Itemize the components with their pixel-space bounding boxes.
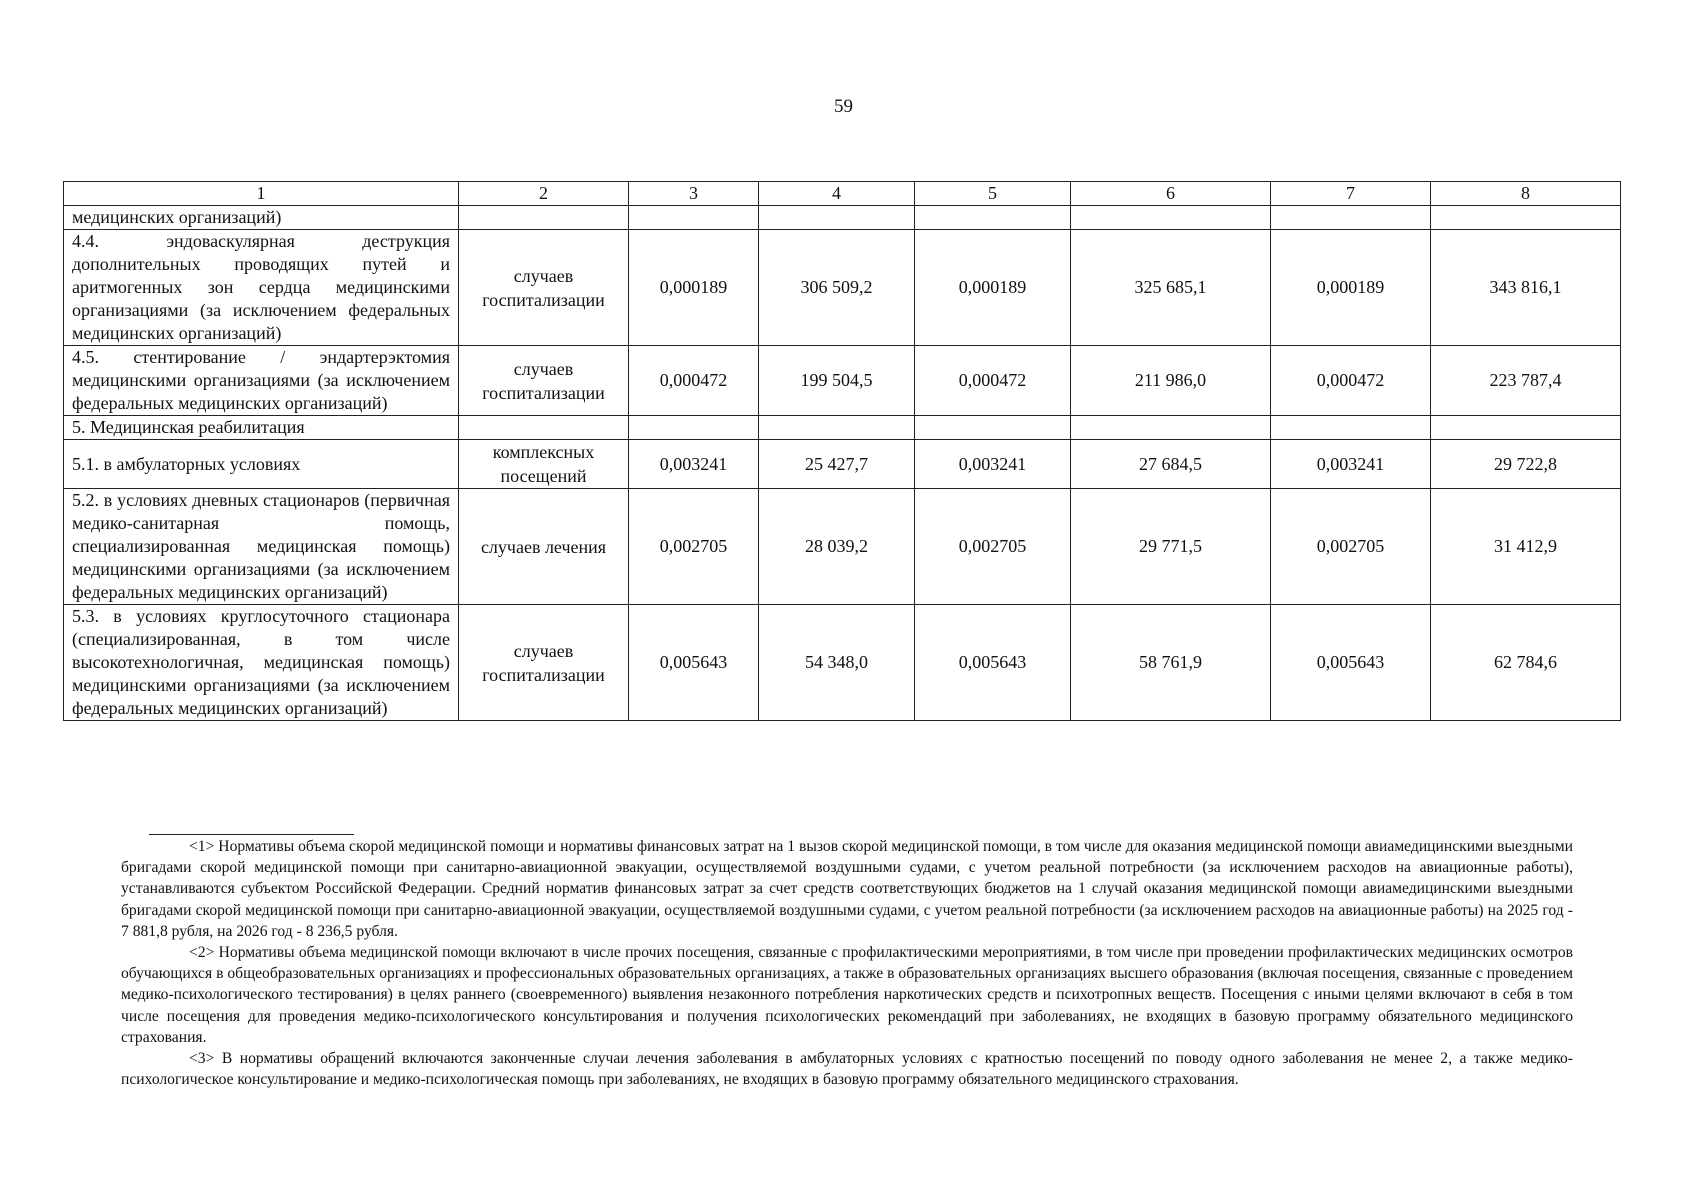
column-header: 3 — [629, 182, 759, 206]
cell-value — [759, 206, 915, 230]
cell-value — [1271, 416, 1431, 440]
cell-value: 0,002705 — [1271, 489, 1431, 605]
column-header: 8 — [1431, 182, 1621, 206]
cell-value — [1431, 206, 1621, 230]
cell-value: 0,005643 — [629, 605, 759, 721]
footnotes — [121, 836, 1573, 1090]
table-row — [64, 206, 1621, 230]
cell-value: 0,000189 — [915, 230, 1071, 346]
cell-value: 0,002705 — [629, 489, 759, 605]
row-name: медицинских организаций) — [64, 206, 459, 230]
cell-value — [759, 416, 915, 440]
cell-value: 199 504,5 — [759, 346, 915, 416]
footnote-3: <3> В нормативы обращений включаются законченные случаи лечения заболевания в амбулаторных условиях с кратностью посещений по поводу одного заболевания не менее 2, а также медико-психологическое консультирование и медико-психологическая помощь при заболеваниях, не входящих в базовую программу обязательного медицинского страхования. — [121, 1050, 1573, 1089]
cell-value: 0,002705 — [915, 489, 1071, 605]
row-name: 5.3. в условиях круглосуточного стационара (специализированная, в том числе высокотехнологичная, медицинская помощь) медицинскими организациями (за исключением федеральных медицинских организаций) — [64, 605, 459, 721]
column-header: 1 — [64, 182, 459, 206]
cell-value: 343 816,1 — [1431, 230, 1621, 346]
table-row — [64, 230, 1621, 346]
table-row — [64, 416, 1621, 440]
cell-value: 29 771,5 — [1071, 489, 1271, 605]
row-name: 4.5. стентирование / эндартерэктомия медицинскими организациями (за исключением федеральных медицинских организаций) — [64, 346, 459, 416]
cell-value: 54 348,0 — [759, 605, 915, 721]
column-header: 4 — [759, 182, 915, 206]
cell-value — [915, 206, 1071, 230]
header-row — [64, 182, 1621, 206]
table-row — [64, 346, 1621, 416]
cell-value: 29 722,8 — [1431, 440, 1621, 489]
row-name: 5.1. в амбулаторных условиях — [64, 440, 459, 489]
cell-value: 0,003241 — [915, 440, 1071, 489]
footnote-2: <2> Нормативы объема медицинской помощи включают в числе прочих посещения, связанные с профилактическими мероприятиями, в том числе при проведении профилактических медицинских осмотров обучающихся в общеобразовательных организациях и профессиональных образовательных организациях, а также в образовательных организациях высшего образования (включая посещения, связанные с проведением медико-психологического тестирования) в целях раннего (своевременного) выявления незаконного потребления наркотических средств и психотропных веществ. Посещения с иными целями включают в себя в том числе посещения для проведения медико-психологического консультирования и получения психологических рекомендаций при заболеваниях, не входящих в базовую программу обязательного медицинского страхования. — [121, 944, 1573, 1046]
cell-value: 0,000472 — [1271, 346, 1431, 416]
column-header: 7 — [1271, 182, 1431, 206]
cell-value — [1431, 416, 1621, 440]
cell-value — [629, 206, 759, 230]
cell-value: 62 784,6 — [1431, 605, 1621, 721]
row-unit — [459, 206, 629, 230]
column-header: 2 — [459, 182, 629, 206]
footnote-1: <1> Нормативы объема скорой медицинской помощи и нормативы финансовых затрат на 1 вызов скорой медицинской помощи, в том числе для оказания медицинской помощи авиамедицинскими выездными бригадами скорой медицинской помощи при санитарно-авиационной эвакуации, осуществляемой воздушными судами, с учетом реальной потребности (за исключением расходов на авиационные работы), устанавливаются субъектом Российской Федерации. Средний норматив финансовых затрат за счет средств соответствующих бюджетов на 1 случай оказания медицинской помощи авиамедицинскими выездными бригадами скорой медицинской помощи при санитарно-авиационной эвакуации, осуществляемой воздушными судами, с учетом реальной потребности (за исключением расходов на авиационные работы) на 2025 год - 7 881,8 рубля, на 2026 год - 8 236,5 рубля. — [121, 838, 1573, 940]
cell-value: 27 684,5 — [1071, 440, 1271, 489]
cell-value: 25 427,7 — [759, 440, 915, 489]
cell-value: 0,000189 — [1271, 230, 1431, 346]
cell-value — [1071, 206, 1271, 230]
cell-value — [915, 416, 1071, 440]
cell-value — [629, 416, 759, 440]
column-header: 5 — [915, 182, 1071, 206]
table-row — [64, 440, 1621, 489]
cell-value: 223 787,4 — [1431, 346, 1621, 416]
cell-value: 0,003241 — [1271, 440, 1431, 489]
cell-value: 325 685,1 — [1071, 230, 1271, 346]
row-unit: комплексных посещений — [459, 440, 629, 489]
page-number: 59 — [834, 96, 853, 117]
norms-table — [63, 181, 1621, 721]
cell-value: 31 412,9 — [1431, 489, 1621, 605]
row-unit: случаев госпитализации — [459, 605, 629, 721]
cell-value: 28 039,2 — [759, 489, 915, 605]
cell-value: 0,005643 — [915, 605, 1071, 721]
cell-value: 306 509,2 — [759, 230, 915, 346]
row-unit: случаев госпитализации — [459, 230, 629, 346]
row-name: 5. Медицинская реабилитация — [64, 416, 459, 440]
row-unit — [459, 416, 629, 440]
cell-value — [1271, 206, 1431, 230]
cell-value — [1071, 416, 1271, 440]
row-unit: случаев лечения — [459, 489, 629, 605]
row-unit: случаев госпитализации — [459, 346, 629, 416]
cell-value: 58 761,9 — [1071, 605, 1271, 721]
cell-value: 0,000472 — [629, 346, 759, 416]
cell-value: 0,005643 — [1271, 605, 1431, 721]
table-row — [64, 605, 1621, 721]
row-name: 5.2. в условиях дневных стационаров (первичная медико-санитарная помощь, специализированная медицинская помощь) медицинскими организациями (за исключением федеральных медицинских организаций) — [64, 489, 459, 605]
cell-value: 211 986,0 — [1071, 346, 1271, 416]
row-name: 4.4. эндоваскулярная деструкция дополнительных проводящих путей и аритмогенных зон сердца медицинскими организациями (за исключением федеральных медицинских организаций) — [64, 230, 459, 346]
cell-value: 0,000472 — [915, 346, 1071, 416]
table-row — [64, 489, 1621, 605]
footnote-divider — [149, 834, 354, 835]
cell-value: 0,003241 — [629, 440, 759, 489]
column-header: 6 — [1071, 182, 1271, 206]
cell-value: 0,000189 — [629, 230, 759, 346]
